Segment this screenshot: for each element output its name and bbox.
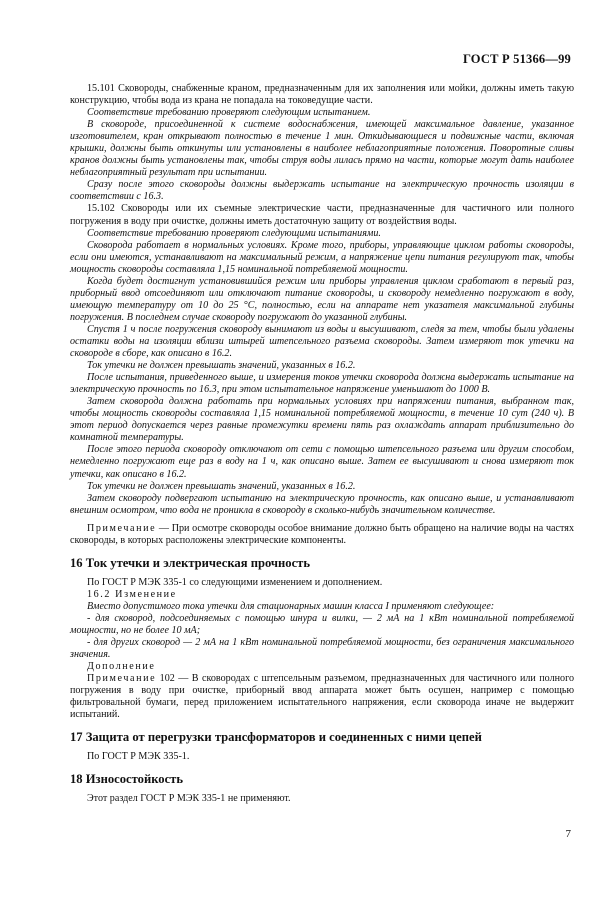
paragraph: Вместо допустимого тока утечки для стационарных машин класса I применяют следующее: bbox=[87, 600, 495, 612]
paragraph: 15.101 Сковороды, снабженные краном, предназначенным для их заполнения или мойки, должны иметь такую конструкцию, чтобы вода из крана не попадала на токоведущие части. bbox=[70, 83, 574, 107]
paragraph: - для других сковород — 2 мА на 1 кВт номинальной потребляемой мощности, без ограничения максимального значения. bbox=[70, 637, 574, 661]
paragraph: Сразу после этого сковороды должны выдержать испытание на электрическую прочность изоляции в соответствии с 16.3. bbox=[70, 179, 574, 203]
paragraph: - для сковород, подсоединяемых с помощью шнура и вилки, — 2 мА на 1 кВт номинальной потребляемой мощности, но не более 10 мА; bbox=[70, 612, 574, 636]
paragraph: Сковорода работает в нормальных условиях. Кроме того, приборы, управляющие циклом работы сковороды, если они имеются, устанавливают на максимальный режим, а напряжение цепи питания регулируют так, чтобы мощность сковороды составляла 1,15 номинальной потребляемой мощности. bbox=[70, 239, 574, 275]
paragraph: По ГОСТ Р МЭК 335-1. bbox=[87, 751, 190, 763]
paragraph-label: Примечание bbox=[87, 673, 157, 685]
paragraph: В сковороде, присоединенной к системе водоснабжения, имеющей максимальное давление, указанное изготовителем, кран открывают полностью в течение 1 мин. Откидывающиеся и подвижные части, включая крышки, должны быть откинуты или установлены в наиболее неблагоприятные положения. Поворотные сливы кранов должны быть установлены так, чтобы струя воды лилась прямо на части, которые могут дать наиболее неблагоприятный результат при испытании. bbox=[70, 119, 574, 179]
paragraph: Когда будет достигнут установившийся режим или приборы управления циклом сработают в первый раз, приборный ввод отсоединяют или отключают питание сковороды, и сковороду немедленно погружают в воду, имеющую температуру от 10 до 25 °С, полностью, если на аппарате нет указателя максимальной глубины погружения. В последнем случае сковороду погружают до указанной глубины. bbox=[70, 275, 574, 323]
document-body bbox=[70, 83, 574, 805]
paragraph: После этого периода сковороду отключают от сети с помощью штепсельного разъема или другим способом, немедленно погружают еще раз в воду на 1 ч, как описано выше. Затем ее высушивают и снова измеряют ток утечки, как описано в 16.2. bbox=[70, 444, 574, 480]
paragraph: Затем сковороду подвергают испытанию на электрическую прочность, как описано выше, и устанавливают внешним осмотром, что вода не проникла в сковороду в сколько-нибудь значительном количестве. bbox=[70, 492, 574, 516]
paragraph: Этот раздел ГОСТ Р МЭК 335-1 не применяют. bbox=[87, 793, 291, 805]
paragraph: После испытания, приведенного выше, и измерения токов утечки сковорода должна выдержать испытание на электрическую прочность по 16.3, при этом испытательное напряжение уменьшают до 1000 В. bbox=[70, 372, 574, 396]
section-heading: 16 Ток утечки и электрическая прочность bbox=[70, 555, 311, 570]
document-code-header: ГОСТ Р 51366—99 bbox=[462, 52, 571, 66]
section-heading: 17 Защита от перегрузки трансформаторов и соединенных с ними цепей bbox=[70, 730, 482, 745]
section-heading: 18 Износостойкость bbox=[70, 772, 184, 787]
paragraph: Ток утечки не должен превышать значений, указанных в 16.2. bbox=[87, 360, 356, 372]
paragraph-text: — При осмотре сковороды особое внимание должно быть обращено на наличие воды на частях сковороды, в которых расположены электрические компоненты. bbox=[70, 522, 574, 546]
paragraph-label: 16.2 Изменение bbox=[87, 588, 177, 600]
labeled-paragraph bbox=[70, 523, 574, 547]
paragraph: Спустя 1 ч после погружения сковороду вынимают из воды и высушивают, следя за тем, чтобы были удалены остатки воды на изоляции вблизи штырей штепсельного разъема сковороды. Затем измеряют ток утечки на сковороде в сборе, как описано в 16.2. bbox=[70, 323, 574, 360]
paragraph: По ГОСТ Р МЭК 335-1 со следующими изменением и дополнением. bbox=[87, 576, 383, 588]
paragraph: Затем сковорода должна работать при нормальных условиях при напряжении питания, выбранном так, чтобы мощность сковороды составляла 1,15 номинальной потребляемой мощности, в течение 10 сут (240 ч). В этот период допускается через равные промежутки времени пять раз охлаждать аппарат приблизительно до комнатной температуры. bbox=[70, 396, 574, 444]
labeled-paragraph bbox=[70, 589, 574, 601]
paragraph: Соответствие требованию проверяют следующим испытанием. bbox=[87, 107, 371, 119]
page-number: 7 bbox=[565, 828, 571, 840]
paragraph-text: 102 — В сковородах с штепсельным разъемом, предназначенных для частичного или полного погружения в воду при очистке, приборный ввод аппарата может быть осушен, например с помощью фильтровальной бумаги, перед приложением испытательного напряжения, если сковорода иначе не выдержит испытаний. bbox=[70, 673, 574, 721]
paragraph-label: Примечание bbox=[87, 522, 157, 534]
labeled-paragraph bbox=[70, 673, 574, 721]
paragraph: Ток утечки не должен превышать значений, указанных в 16.2. bbox=[87, 480, 356, 492]
paragraph: Соответствие требованию проверяют следующими испытаниями. bbox=[87, 227, 381, 239]
labeled-paragraph bbox=[70, 661, 574, 673]
paragraph-label: Дополнение bbox=[87, 661, 156, 673]
paragraph: 15.102 Сковороды или их съемные электрические части, предназначенные для частичного или полного погружения в воду при очистке, должны иметь достаточную защиту от воздействия воды. bbox=[70, 203, 574, 227]
